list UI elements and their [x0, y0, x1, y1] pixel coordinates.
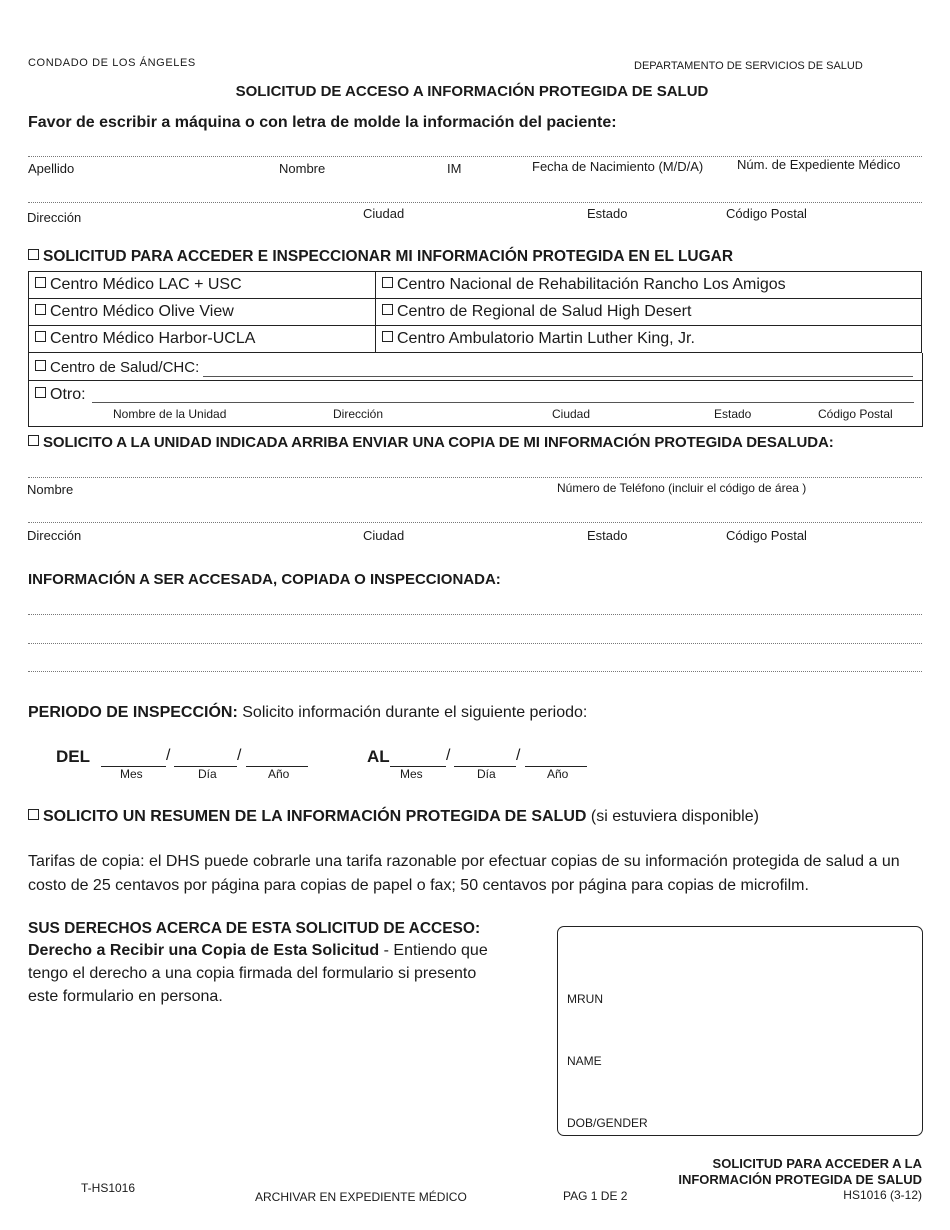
copy-heading	[28, 434, 834, 451]
label-unidad: Nombre de la Unidad	[113, 407, 227, 421]
info-line-3[interactable]	[28, 671, 922, 672]
form-number: HS1016 (3-12)	[843, 1188, 922, 1202]
facility-lac-usc[interactable]	[29, 272, 376, 299]
copy-checkbox[interactable]	[28, 435, 39, 446]
rights-heading: SUS DERECHOS ACERCA DE ESTA SOLICITUD DE ACCESO:	[28, 920, 481, 937]
box-divider	[28, 380, 922, 381]
period-heading-bold: PERIODO DE INSPECCIÓN:	[28, 704, 238, 721]
label-del-mes: Mes	[120, 767, 143, 781]
checkbox[interactable]	[382, 277, 393, 288]
info-heading: INFORMACIÓN A SER ACCESADA, COPIADA O INSPECCIONADA:	[28, 571, 501, 588]
other-label: Otro:	[50, 386, 86, 403]
label-copy-estado: Estado	[587, 528, 628, 543]
county-name: CONDADO DE LOS ÁNGELES	[28, 57, 196, 69]
label-al-anio: Año	[547, 767, 569, 781]
label-del-anio: Año	[268, 767, 290, 781]
inspect-checkbox[interactable]	[28, 249, 39, 260]
rights-subheading: Derecho a Recibir una Copia de Esta Solicitud	[28, 942, 380, 959]
other-line[interactable]	[92, 402, 914, 403]
form-title: SOLICITUD DE ACCESO A INFORMACIÓN PROTEGIDA DE SALUD	[235, 83, 709, 100]
label-otro-codigo-postal: Código Postal	[818, 407, 893, 421]
label-direccion: Dirección	[27, 210, 82, 225]
facility-olive-view[interactable]	[29, 299, 376, 326]
slash: /	[446, 747, 451, 764]
checkbox[interactable]	[382, 331, 393, 342]
fees-line-1: Tarifas de copia: el DHS puede cobrarle una tarifa razonable por efectuar copias de su información protegida de salud a un	[28, 853, 900, 870]
label-al-mes: Mes	[400, 767, 423, 781]
footer-title-1: SOLICITUD PARA ACCEDER A LA	[712, 1156, 922, 1171]
facility-label: Centro Ambulatorio Martin Luther King, Jr.	[397, 330, 695, 347]
table-row	[29, 326, 922, 353]
checkbox[interactable]	[382, 304, 393, 315]
facility-mlk[interactable]	[376, 326, 922, 353]
table-row	[29, 272, 922, 299]
summary-request	[28, 808, 759, 826]
facility-harbor-ucla[interactable]	[29, 326, 376, 353]
facility-rancho[interactable]	[376, 272, 922, 299]
label-copy-direccion: Dirección	[27, 528, 82, 543]
summary-bold: SOLICITO UN RESUMEN DE LA INFORMACIÓN PROTEGIDA DE SALUD	[43, 808, 587, 825]
label-del: DEL	[56, 747, 90, 766]
form-code: T-HS1016	[81, 1181, 136, 1195]
label-expediente: Núm. de Expediente Médico	[737, 157, 901, 172]
label-otro-estado: Estado	[714, 407, 752, 421]
rights-line-2: tengo el derecho a una copia firmada del formulario si presento	[28, 965, 477, 982]
label-name: NAME	[567, 1054, 602, 1068]
info-line-1[interactable]	[28, 614, 922, 615]
summary-checkbox[interactable]	[28, 809, 39, 820]
info-line-2[interactable]	[28, 643, 922, 644]
label-al-dia: Día	[477, 767, 496, 781]
period-heading	[28, 704, 587, 722]
table-row	[29, 299, 922, 326]
slash: /	[237, 747, 242, 764]
facility-high-desert[interactable]	[376, 299, 922, 326]
facility-label: Centro Médico Olive View	[50, 303, 234, 320]
label-fecha-nacimiento: Fecha de Nacimiento (M/D/A)	[532, 159, 704, 174]
slash: /	[516, 747, 521, 764]
facility-label: Centro Médico LAC + USC	[50, 276, 242, 293]
checkbox[interactable]	[35, 387, 46, 398]
copy-line-2	[28, 522, 922, 523]
slash: /	[166, 747, 171, 764]
health-center-line[interactable]	[203, 376, 913, 377]
label-al: AL	[367, 747, 390, 766]
rights-line-1	[28, 942, 488, 960]
health-center-option[interactable]	[35, 359, 199, 376]
label-otro-direccion: Dirección	[333, 407, 384, 421]
inspect-heading	[28, 248, 733, 266]
health-center-label: Centro de Salud/CHC:	[50, 359, 200, 376]
label-ciudad: Ciudad	[363, 206, 405, 221]
department-name: DEPARTAMENTO DE SERVICIOS DE SALUD	[634, 60, 863, 72]
fees-line-2: costo de 25 centavos por página para copias de papel o fax; 50 centavos por página para copias de microfilm.	[28, 877, 809, 894]
patient-stamp-box	[557, 926, 923, 1136]
archive-note: ARCHIVAR EN EXPEDIENTE MÉDICO	[255, 1190, 467, 1204]
rights-line-1-rest: - Entiendo que	[379, 942, 488, 959]
label-copy-codigo-postal: Código Postal	[726, 528, 807, 543]
copy-heading-text: SOLICITO A LA UNIDAD INDICADA ARRIBA ENVIAR UNA COPIA DE MI INFORMACIÓN PROTEGIDA DESALUDA:	[43, 434, 834, 451]
copy-line-1	[28, 477, 922, 478]
patient-line-2	[28, 202, 922, 203]
facility-label: Centro Médico Harbor-UCLA	[50, 330, 256, 347]
facility-table	[28, 271, 922, 353]
label-mrun: MRUN	[567, 992, 603, 1006]
label-copy-nombre: Nombre	[27, 482, 74, 497]
label-copy-ciudad: Ciudad	[363, 528, 405, 543]
label-copy-telefono: Número de Teléfono (incluir el código de área )	[557, 481, 807, 495]
facility-label: Centro Nacional de Rehabilitación Rancho Los Amigos	[397, 276, 786, 293]
facility-label: Centro de Regional de Salud High Desert	[397, 303, 692, 320]
period-heading-text: Solicito información durante el siguiente periodo:	[237, 704, 588, 721]
footer-title-2: INFORMACIÓN PROTEGIDA DE SALUD	[678, 1172, 922, 1187]
summary-text: (si estuviera disponible)	[586, 808, 759, 825]
checkbox[interactable]	[35, 360, 46, 371]
checkbox[interactable]	[35, 331, 46, 342]
other-option[interactable]	[35, 386, 86, 404]
label-del-dia: Día	[198, 767, 217, 781]
label-codigo-postal: Código Postal	[726, 206, 807, 221]
inspect-heading-text: SOLICITUD PARA ACCEDER E INSPECCIONAR MI INFORMACIÓN PROTEGIDA EN EL LUGAR	[43, 248, 734, 265]
label-dob-gender: DOB/GENDER	[567, 1116, 648, 1130]
rights-line-3: este formulario en persona.	[28, 988, 223, 1005]
label-im: IM	[447, 161, 462, 176]
checkbox[interactable]	[35, 304, 46, 315]
checkbox[interactable]	[35, 277, 46, 288]
page-number: PAG 1 DE 2	[563, 1189, 628, 1203]
label-estado: Estado	[587, 206, 628, 221]
label-nombre: Nombre	[279, 161, 326, 176]
label-apellido: Apellido	[28, 161, 75, 176]
instruction: Favor de escribir a máquina o con letra de molde la información del paciente:	[28, 114, 617, 131]
label-otro-ciudad: Ciudad	[552, 407, 591, 421]
